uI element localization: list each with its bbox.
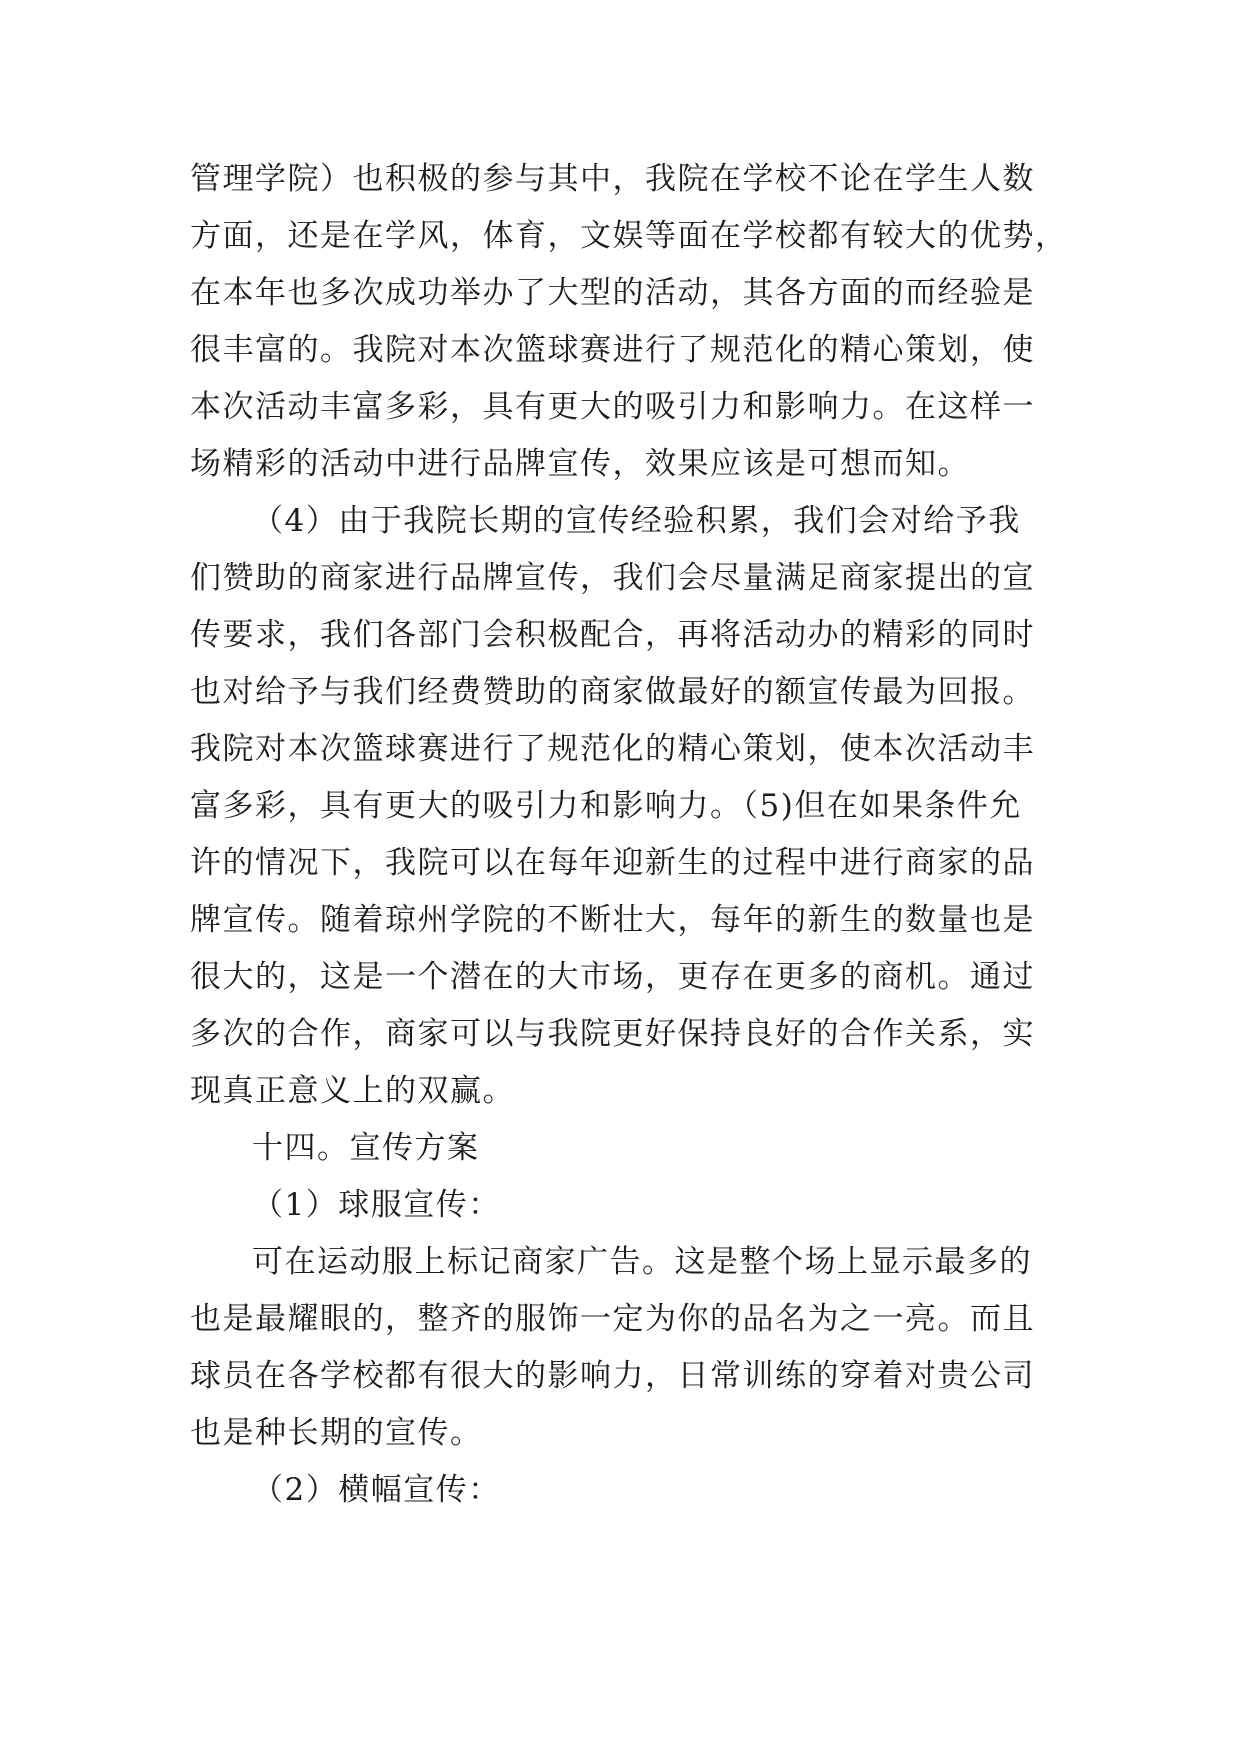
text-line: 很大的，这是一个潜在的大市场，更存在更多的商机。通过 <box>190 959 1035 995</box>
text-line: 传要求，我们各部门会积极配合，再将活动办的精彩的同时 <box>190 617 1035 653</box>
text-line: 很丰富的。我院对本次篮球赛进行了规范化的精心策划，使 <box>190 332 1035 368</box>
text-line: 球员在各学校都有很大的影响力，日常训练的穿着对贵公司 <box>190 1358 1035 1394</box>
text-line: 场精彩的活动中进行品牌宣传，效果应该是可想而知。 <box>190 446 970 482</box>
text-line: 许的情况下，我院可以在每年迎新生的过程中进行商家的品 <box>190 845 1035 881</box>
section-heading: 十四。宣传方案 <box>252 1130 480 1166</box>
text-line: 在本年也多次成功举办了大型的活动，其各方面的而经验是 <box>190 275 1035 311</box>
subsection-heading: （2）横幅宣传： <box>252 1472 501 1508</box>
text-line: 管理学院）也积极的参与其中，我院在学校不论在学生人数 <box>190 161 1035 197</box>
text-line: 也是最耀眼的，整齐的服饰一定为你的品名为之一亮。而且 <box>190 1301 1035 1337</box>
text-line: 多次的合作，商家可以与我院更好保持良好的合作关系，实 <box>190 1016 1035 1052</box>
text-line: 可在运动服上标记商家广告。这是整个场上显示最多的 <box>252 1244 1032 1280</box>
text-line: 方面，还是在学风，体育，文娱等面在学校都有较大的优势， <box>190 218 1068 254</box>
text-line: 我院对本次篮球赛进行了规范化的精心策划，使本次活动丰 <box>190 731 1035 767</box>
subsection-heading: （1）球服宣传： <box>252 1187 501 1223</box>
text-line: 本次活动丰富多彩，具有更大的吸引力和影响力。在这样一 <box>190 389 1035 425</box>
text-line: 牌宣传。随着琼州学院的不断壮大，每年的新生的数量也是 <box>190 902 1035 938</box>
text-line: 们赞助的商家进行品牌宣传，我们会尽量满足商家提出的宣 <box>190 560 1035 596</box>
text-line: 富多彩，具有更大的吸引力和影响力。（5)但在如果条件允 <box>190 788 1022 824</box>
text-line: 现真正意义上的双赢。 <box>190 1073 515 1109</box>
text-line: （4）由于我院长期的宣传经验积累，我们会对给予我 <box>252 503 1021 539</box>
text-line: 也是种长期的宣传。 <box>190 1415 483 1451</box>
text-line: 也对给予与我们经费赞助的商家做最好的额宣传最为回报。 <box>190 674 1035 710</box>
